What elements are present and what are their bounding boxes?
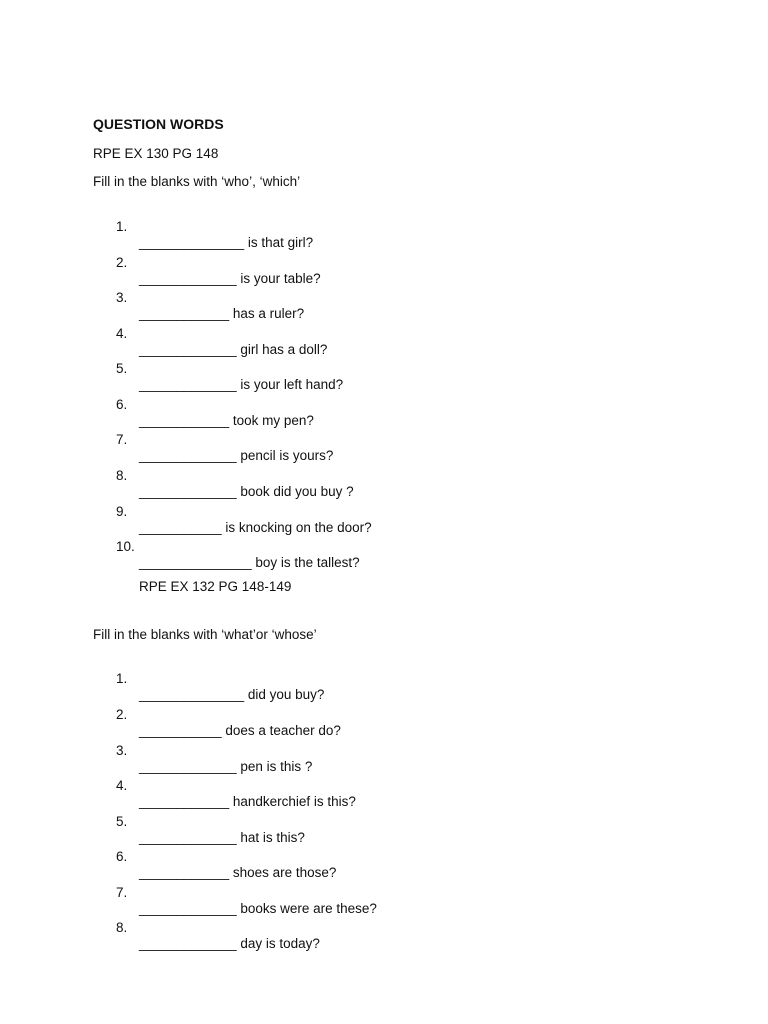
page-title: QUESTION WORDS (93, 116, 224, 132)
item-number: 4. (116, 326, 128, 341)
item-text: _____________ girl has a doll? (139, 342, 328, 357)
item-text: ______________ did you buy? (139, 687, 325, 702)
item-number: 4. (116, 778, 128, 793)
item-number: 9. (116, 504, 128, 519)
section1-reference: RPE EX 130 PG 148 (93, 146, 219, 161)
section2-reference: RPE EX 132 PG 148-149 (139, 579, 292, 594)
item-text: _____________ pencil is yours? (139, 448, 334, 463)
section2-instruction: Fill in the blanks with ‘what’or ‘whose’ (93, 627, 317, 642)
item-number: 6. (116, 849, 128, 864)
item-number: 7. (116, 432, 128, 447)
item-text: ____________ has a ruler? (139, 306, 305, 321)
item-text: _____________ is your table? (139, 271, 321, 286)
item-number: 3. (116, 743, 128, 758)
item-number: 6. (116, 397, 128, 412)
item-text: _____________ hat is this? (139, 830, 305, 845)
item-number: 5. (116, 361, 128, 376)
item-number: 3. (116, 290, 128, 305)
item-number: 1. (116, 219, 128, 234)
item-text: ______________ is that girl? (139, 235, 314, 250)
item-number: 7. (116, 885, 128, 900)
item-text: ___________ does a teacher do? (139, 723, 341, 738)
item-number: 8. (116, 468, 128, 483)
item-number: 10. (116, 539, 135, 554)
item-number: 2. (116, 707, 128, 722)
item-text: _____________ books were are these? (139, 901, 377, 916)
item-text: _____________ day is today? (139, 936, 320, 951)
item-number: 5. (116, 814, 128, 829)
item-text: ___________ is knocking on the door? (139, 520, 372, 535)
item-text: ____________ handkerchief is this? (139, 794, 356, 809)
item-text: _____________ book did you buy ? (139, 484, 354, 499)
item-text: ____________ took my pen? (139, 413, 314, 428)
item-number: 2. (116, 255, 128, 270)
item-number: 8. (116, 920, 128, 935)
section1-instruction: Fill in the blanks with ‘who’, ‘which’ (93, 174, 301, 189)
item-text: ____________ shoes are those? (139, 865, 337, 880)
item-text: _____________ is your left hand? (139, 377, 344, 392)
item-text: _______________ boy is the tallest? (139, 555, 360, 570)
item-text: _____________ pen is this ? (139, 759, 313, 774)
item-number: 1. (116, 671, 128, 686)
